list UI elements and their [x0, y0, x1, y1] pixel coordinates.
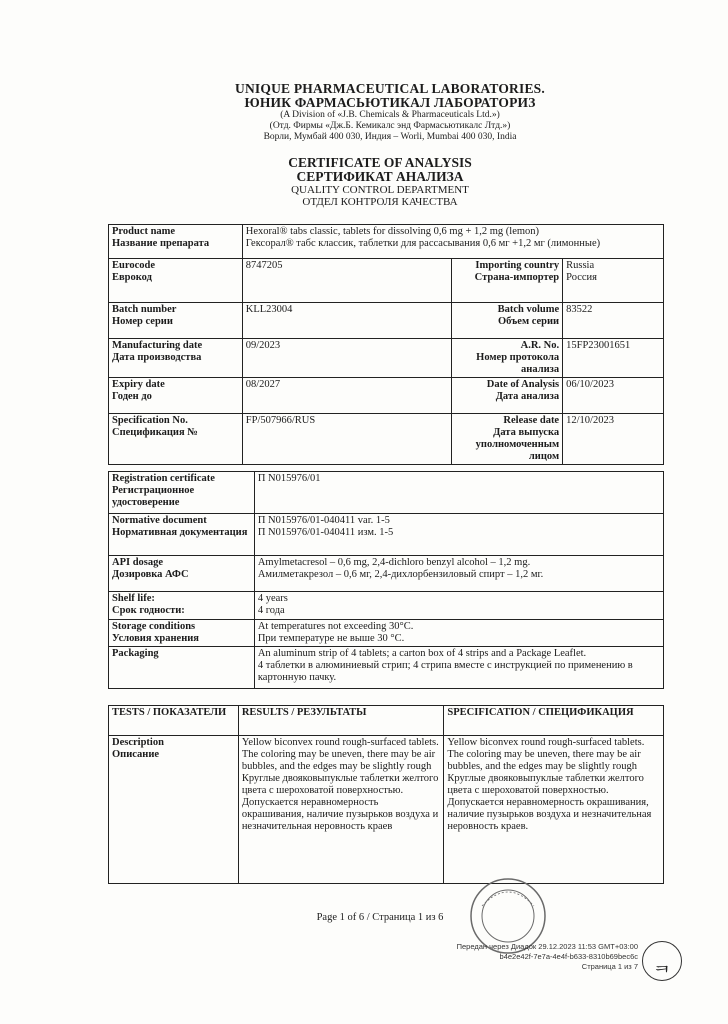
shelf-life-label: Shelf life: Срок годности:: [109, 592, 255, 620]
ar-number-value: 15FP23001651: [563, 339, 664, 378]
eurocode-label: Eurocode Еврокод: [109, 259, 243, 303]
department-ru: ОТДЕЛ КОНТРОЛЯ КАЧЕСТВА: [302, 196, 458, 208]
storage-conditions-label: Storage conditions Условия хранения: [109, 620, 255, 647]
registration-certificate-label: Registration certificate Регистрационное удостоверение: [109, 472, 255, 514]
table-row: [109, 620, 664, 647]
document-title: [230, 156, 530, 208]
table-row: [109, 736, 664, 884]
description-label: Description Описание: [109, 736, 239, 884]
table-row: [109, 339, 664, 378]
packaging-label: Packaging: [109, 647, 255, 689]
company-header: [200, 82, 580, 143]
description-result: Yellow biconvex round rough-surfaced tablets. The coloring may be uneven, there may be air bubbles, and the edges may be slightly rough Круглые двояковыпуклые таблетки желтого цвета с шероховатой поверхностью. Допускается неравномерность окрашивания, наличие пузырьков воздуха и незначительная неровность краев: [238, 736, 444, 884]
date-of-analysis-label: Date of Analysis Дата анализа: [452, 378, 563, 414]
registration-certificate-value: П N015976/01: [254, 472, 663, 514]
diadoc-transfer-line: Передан через Диадок 29.12.2023 11:53 GMT+03:00: [456, 942, 638, 951]
ar-number-label: A.R. No. Номер протокола анализа: [452, 339, 563, 378]
release-date-value: 12/10/2023: [563, 414, 664, 465]
company-name-ru: ЮНИК ФАРМАСЬЮТИКАЛ ЛАБОРАТОРИЗ: [244, 95, 536, 110]
eurocode-value: 8747205: [242, 259, 451, 303]
specification-no-label: Specification No. Спецификация №: [109, 414, 243, 465]
table-row: [109, 414, 664, 465]
date-of-analysis-value: 06/10/2023: [563, 378, 664, 414]
table-row: [109, 259, 664, 303]
batch-volume-value: 83522: [563, 303, 664, 339]
company-name-en: UNIQUE PHARMACEUTICAL LABORATORIES.: [235, 81, 545, 96]
division-en: (A Division of «J.B. Chemicals & Pharmaceuticals Ltd.»): [280, 110, 500, 120]
normative-document-label: Normative document Нормативная документация: [109, 514, 255, 556]
release-date-label: Release date Дата выпуска уполномоченным лицом: [452, 414, 563, 465]
batch-volume-label: Batch volume Объем серии: [452, 303, 563, 339]
normative-document-value: П N015976/01-040411 var. 1-5 П N015976/01-040411 изм. 1-5: [254, 514, 663, 556]
registration-table: [108, 471, 664, 689]
specification-column-header: SPECIFICATION / СПЕЦИФИКАЦИЯ: [444, 706, 664, 736]
expiry-date-value: 08/2027: [242, 378, 451, 414]
importing-country-label: Importing country Страна-импортер: [452, 259, 563, 303]
packaging-value: An aluminum strip of 4 tablets; a carton box of 4 strips and a Package Leaflet. 4 таблетки в алюминиевый стрип; 4 стрипа вместе с инструкцией по применению в картонную пачку.: [254, 647, 663, 689]
title-ru: СЕРТИФИКАТ АНАЛИЗА: [296, 169, 464, 184]
division-ru: (Отд. Фирмы «Дж.Б. Кемикалс энд Фармасьютикалс Лтд.»): [269, 121, 511, 131]
table-row: [109, 225, 664, 259]
specification-no-value: FP/507966/RUS: [242, 414, 451, 465]
storage-conditions-value: At temperatures not exceeding 30°C. При температуре не выше 30 °С.: [254, 620, 663, 647]
manufacturing-date-value: 09/2023: [242, 339, 451, 378]
shelf-life-value: 4 years 4 года: [254, 592, 663, 620]
api-dosage-label: API dosage Дозировка АФС: [109, 556, 255, 592]
tests-table: [108, 705, 664, 884]
table-row: [109, 556, 664, 592]
api-dosage-value: Amylmetacresol – 0,6 mg, 2,4-dichloro benzyl alcohol – 1,2 mg. Амилметакрезол – 0,6 мг, 2,4-дихлорбензиловый спирт – 1,2 мг.: [254, 556, 663, 592]
title-en: CERTIFICATE OF ANALYSIS: [288, 155, 472, 170]
company-address: Ворли, Мумбай 400 030, Индия – Worli, Mumbai 400 030, India: [263, 132, 517, 142]
product-name-value: Hexoral® tabs classic, tablets for dissolving 0,6 mg + 1,2 mg (lemon) Гексорал® табс классик, таблетки для рассасывания 0,6 мг +1,2 мг (лимонные): [242, 225, 663, 259]
diadoc-id-line: b4e2e42f-7e7a-4e4f-b633-8310b69bec6c: [499, 952, 638, 961]
tests-column-header: TESTS / ПОКАЗАТЕЛИ: [109, 706, 239, 736]
product-details-table: [108, 224, 664, 465]
table-row: [109, 303, 664, 339]
batch-number-value: KLL23004: [242, 303, 451, 339]
table-row: [109, 592, 664, 620]
diadoc-signature-info: [448, 942, 638, 972]
manufacturing-date-label: Manufacturing date Дата производства: [109, 339, 243, 378]
importing-country-value: Russia Россия: [563, 259, 664, 303]
department-en: QUALITY CONTROL DEPARTMENT: [291, 184, 469, 196]
expiry-date-label: Expiry date Годен до: [109, 378, 243, 414]
diadoc-logo-icon: ᆿ: [642, 941, 682, 981]
table-row: [109, 514, 664, 556]
product-name-label: Product name Название препарата: [109, 225, 243, 259]
description-specification: Yellow biconvex round rough-surfaced tablets. The coloring may be uneven, there may be air bubbles, and the edges may be slightly rough Круглые двояковыпуклые таблетки желтого цвета с шероховатой поверхностью. Допускается неравномерность окрашивания, наличие пузырьков воздуха и незначительная неровность краев.: [444, 736, 664, 884]
page-number: Page 1 of 6 / Страница 1 из 6: [316, 912, 444, 923]
batch-number-label: Batch number Номер серии: [109, 303, 243, 339]
table-row: [109, 472, 664, 514]
table-header-row: [109, 706, 664, 736]
table-row: [109, 378, 664, 414]
diadoc-page-line: Страница 1 из 7: [581, 962, 638, 971]
table-row: [109, 647, 664, 689]
results-column-header: RESULTS / РЕЗУЛЬТАТЫ: [238, 706, 444, 736]
